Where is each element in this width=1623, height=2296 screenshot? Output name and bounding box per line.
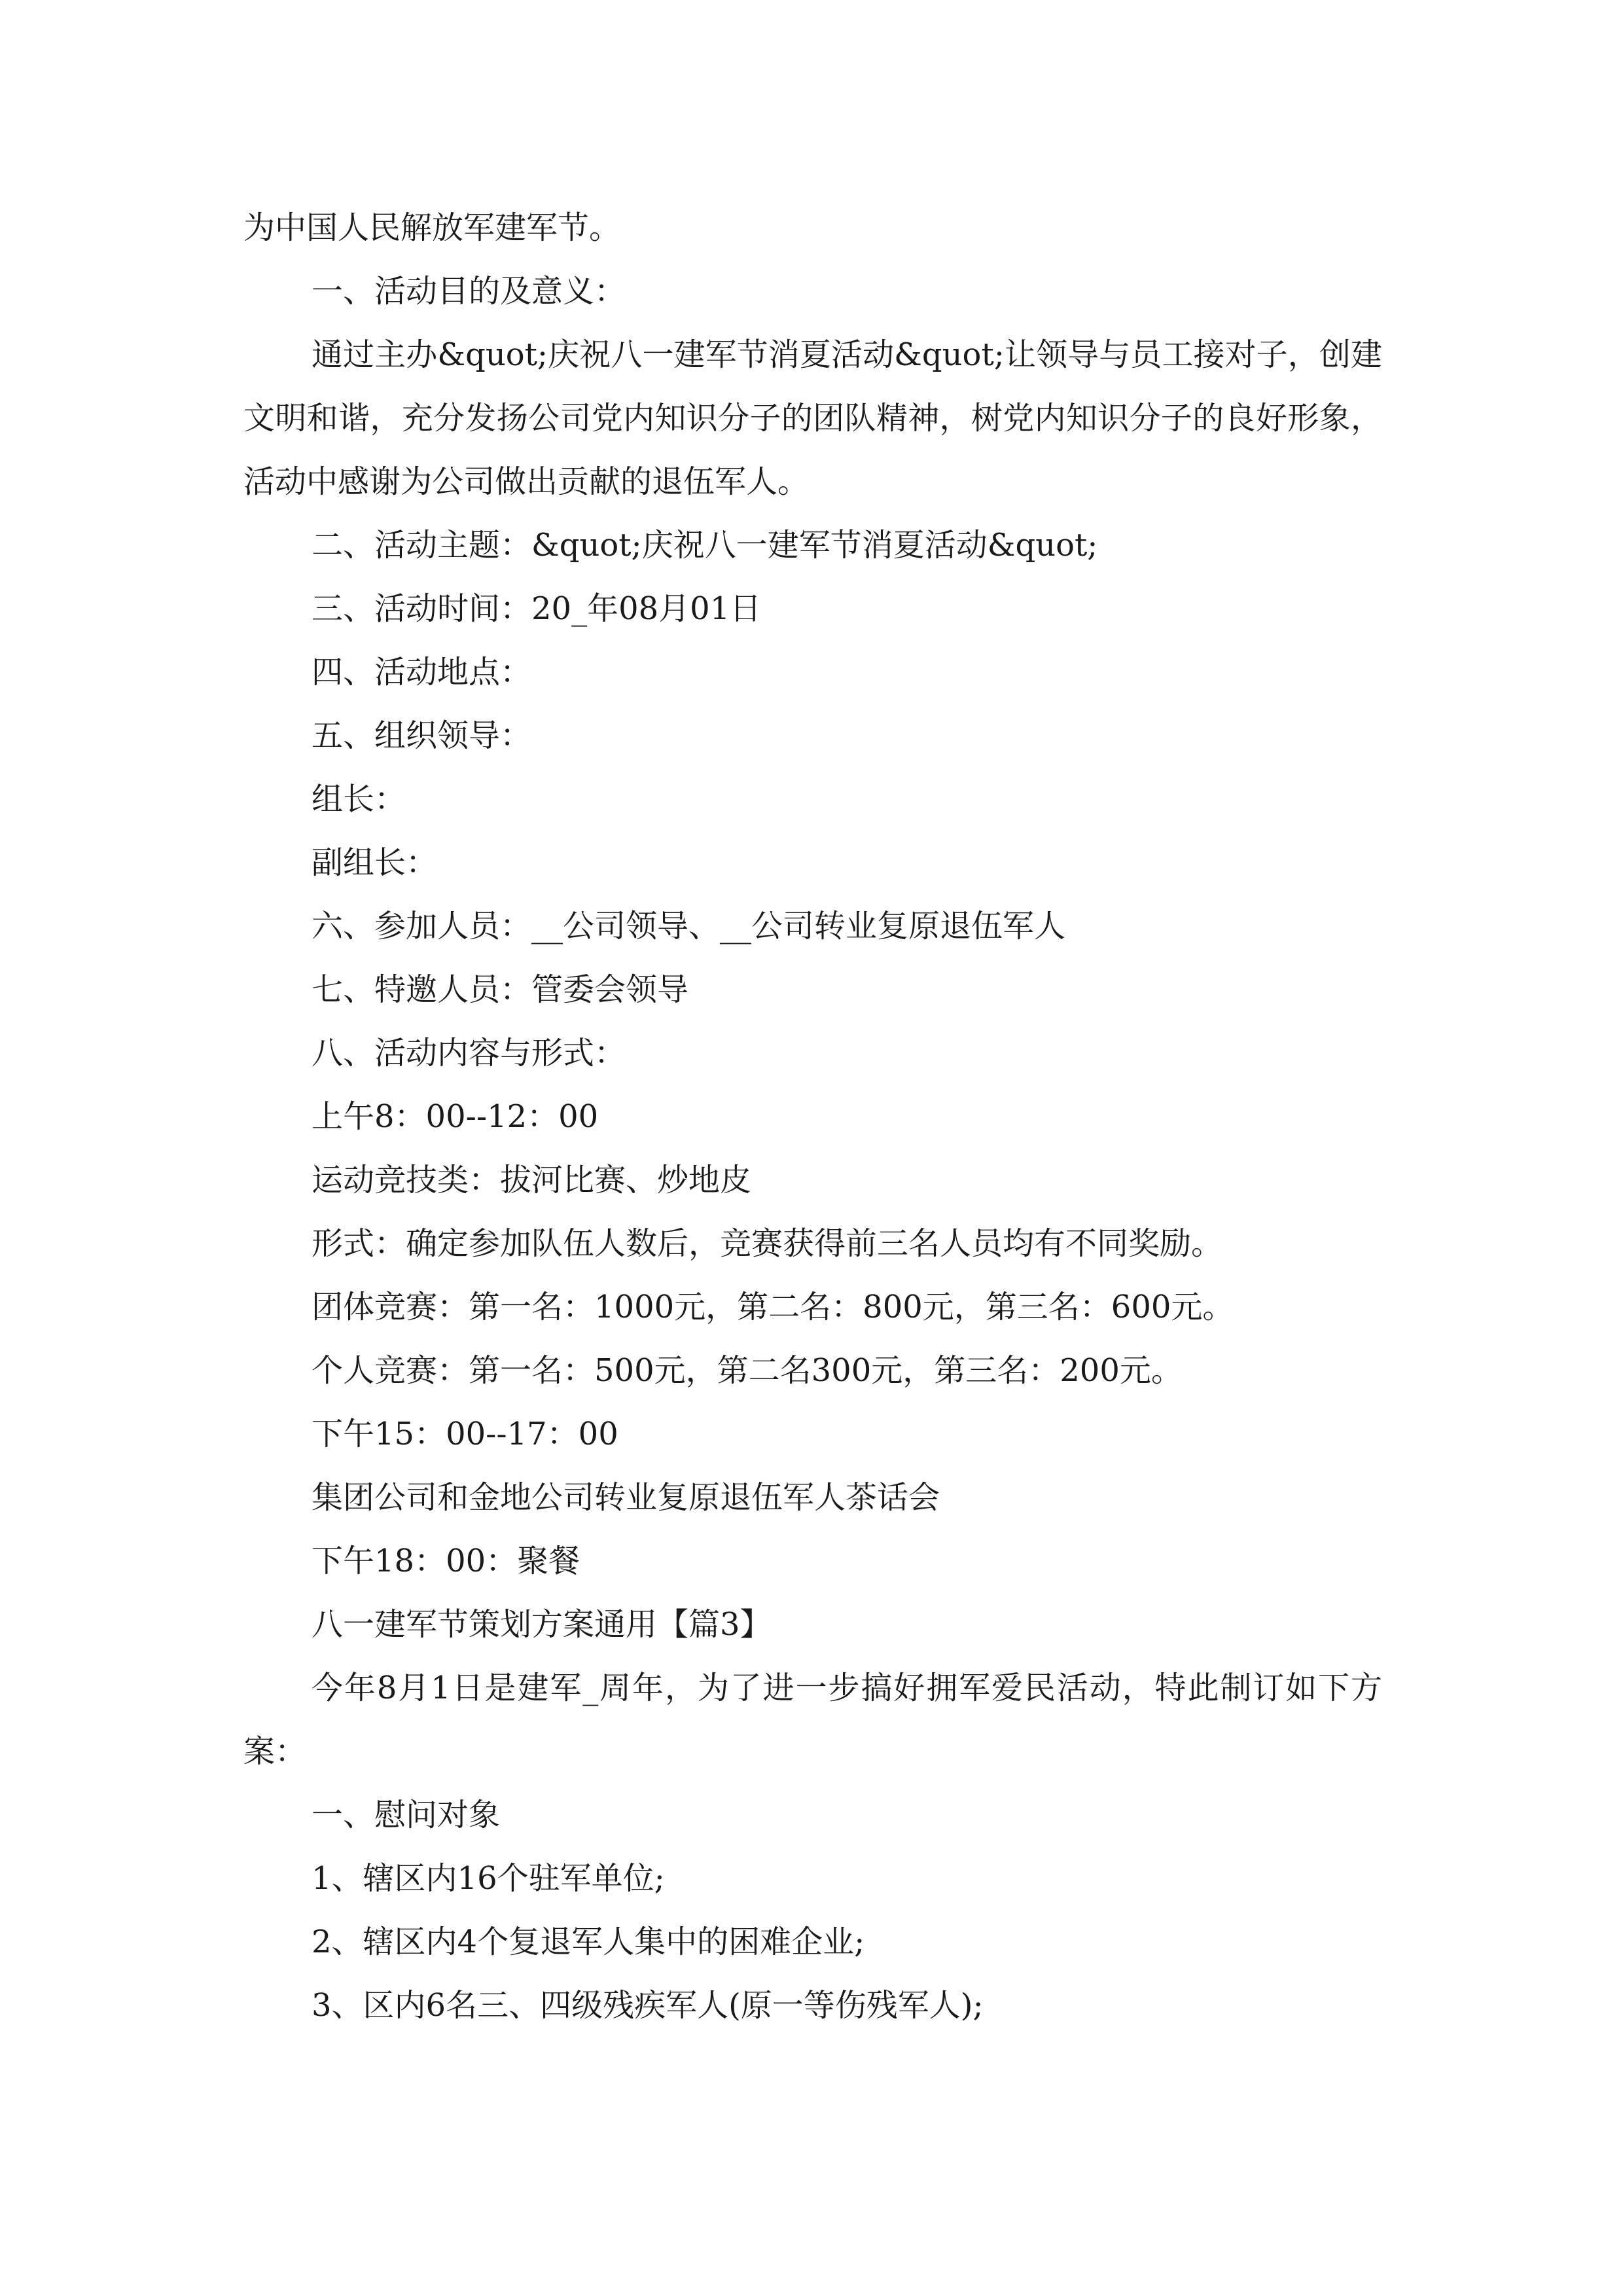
deputy-leader-line: 副组长： [312, 844, 438, 881]
individual-prizes: 个人竞赛：第一名：500元，第二名300元，第三名：200元。 [312, 1352, 1183, 1389]
section-heading-guests: 七、特邀人员：管委会领导 [312, 971, 689, 1008]
section-heading-location: 四、活动地点： [312, 654, 532, 691]
document-body [243, 196, 1382, 2037]
article-title-part-3: 八一建军节策划方案通用【篇3】 [312, 1606, 772, 1643]
section-heading-theme: 二、活动主题：&quot;庆祝八一建军节消夏活动&quot; [312, 527, 1098, 564]
section-heading-leadership: 五、组织领导： [312, 717, 532, 754]
paragraph-continuation: 为中国人民解放军建军节。 [243, 209, 621, 246]
sports-category: 运动竞技类：拔河比赛、炒地皮 [312, 1162, 752, 1198]
format-description: 形式：确定参加队伍人数后，竞赛获得前三名人员均有不同奖励。 [312, 1225, 1223, 1262]
section-heading-time: 三、活动时间：20_年08月01日 [312, 590, 762, 627]
paragraph-intro-part-3: 今年8月1日是建军_周年，为了进一步搞好拥军爱民活动，特此制订如下方案： [243, 1670, 1382, 1770]
team-prizes: 团体竞赛：第一名：1000元，第二名：800元，第三名：600元。 [312, 1289, 1234, 1325]
leader-line: 组长： [312, 781, 406, 817]
list-item: 3、区内6名三、四级残疾军人(原一等伤残军人); [312, 1987, 984, 2024]
list-item: 1、辖区内16个驻军单位; [312, 1860, 665, 1897]
list-item: 2、辖区内4个复退军人集中的困难企业; [312, 1924, 865, 1960]
schedule-morning: 上午8：00--12：00 [312, 1098, 599, 1135]
section-heading-purpose: 一、活动目的及意义： [312, 273, 626, 310]
section-heading-content: 八、活动内容与形式： [312, 1035, 626, 1071]
schedule-afternoon: 下午15：00--17：00 [312, 1416, 618, 1452]
section-heading-participants: 六、参加人员：__公司领导、__公司转业复原退伍军人 [312, 908, 1066, 944]
schedule-dinner: 下午18：00：聚餐 [312, 1543, 580, 1579]
section-heading-visit-targets: 一、慰问对象 [312, 1797, 501, 1833]
tea-party: 集团公司和金地公司转业复原退伍军人茶话会 [312, 1479, 940, 1516]
paragraph-purpose-body: 通过主办&quot;庆祝八一建军节消夏活动&quot;让领导与员工接对子，创建文明和谐，充分发扬公司党内知识分子的团队精神，树党内知识分子的良好形象，活动中感谢为公司做出贡献的退伍军人。 [243, 336, 1382, 500]
